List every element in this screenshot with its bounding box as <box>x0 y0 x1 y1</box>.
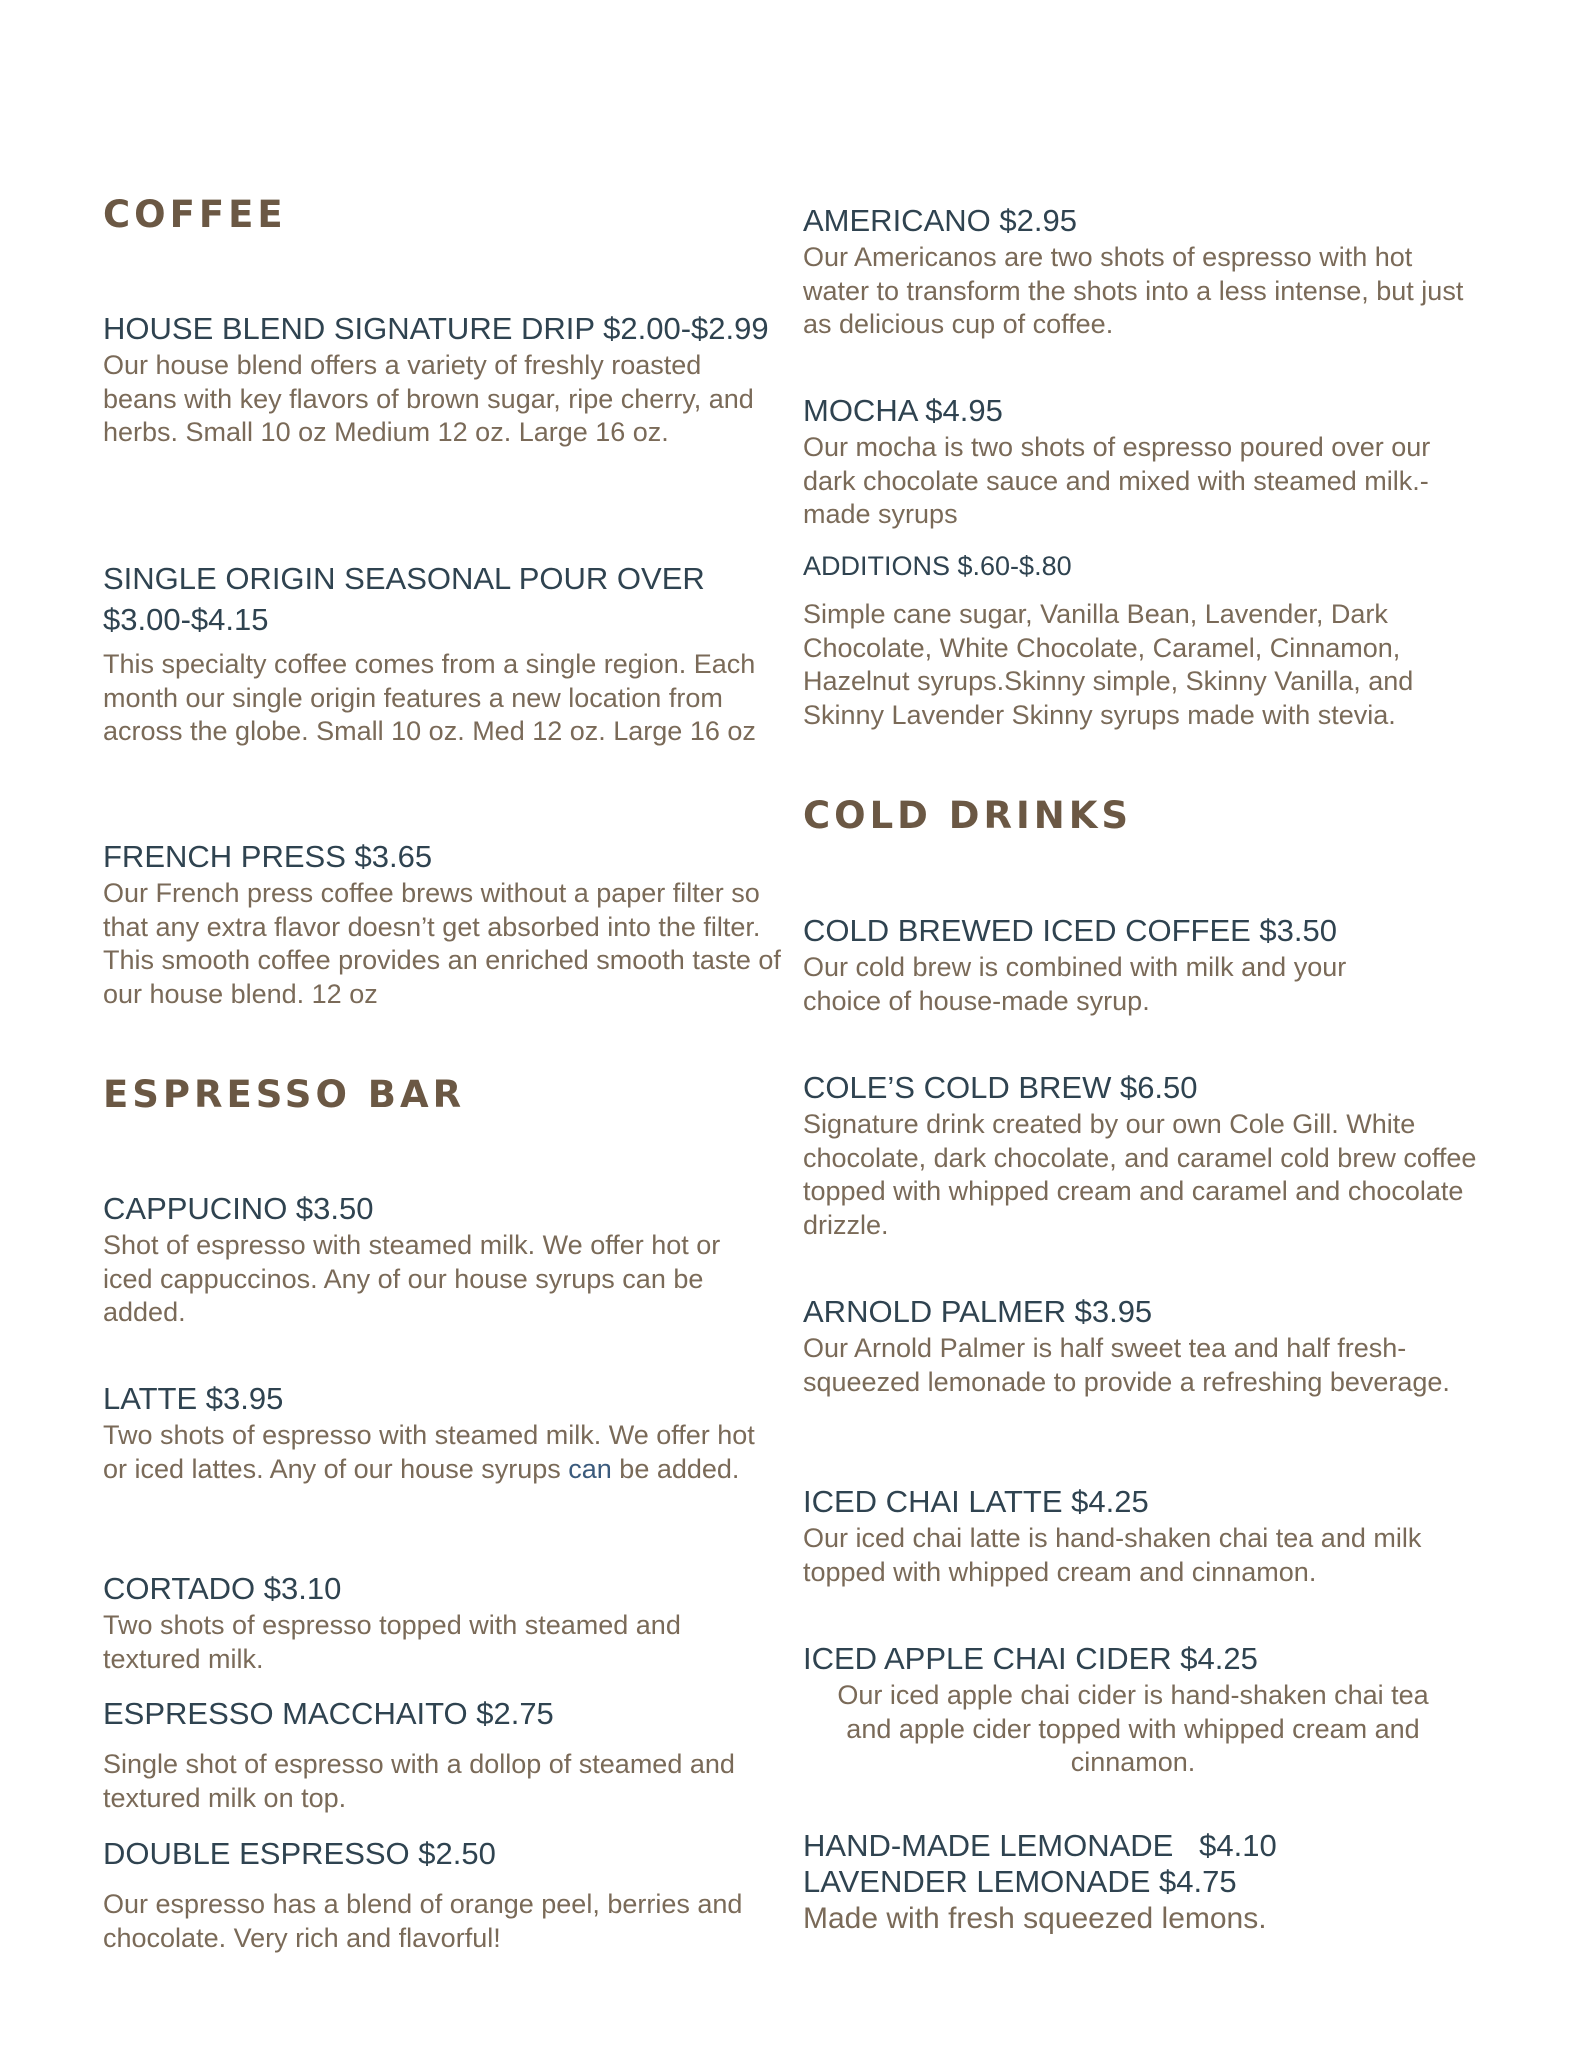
menu-item-cortado <box>103 1568 763 1676</box>
section-title-coffee: COFFEE <box>103 193 287 236</box>
item-description: Made with fresh squeezed lemons. <box>803 1902 1267 1935</box>
menu-item-additions <box>803 548 1483 732</box>
item-title: ESPRESSO MACCHAITO $2.75 <box>103 1696 554 1731</box>
item-title: FRENCH PRESS $3.65 <box>103 839 433 874</box>
menu-item-mocha <box>803 390 1483 532</box>
menu-item-cold-brewed-iced-coffee <box>803 910 1423 1018</box>
menu-item-house-blend <box>103 308 781 450</box>
menu-item-iced-apple-chai-cider <box>803 1638 1463 1780</box>
item-description <box>103 1419 763 1486</box>
item-title: COLE’S COLD BREW $6.50 <box>803 1070 1198 1105</box>
item-description: Shot of espresso with steamed milk. We offer hot or iced cappuccinos. Any of our house syrups can be added. <box>103 1230 721 1327</box>
menu-item-coles-cold-brew <box>803 1067 1483 1242</box>
item-title: MOCHA $4.95 <box>803 393 1003 428</box>
menu-item-arnold-palmer <box>803 1291 1463 1399</box>
menu-item-americano <box>803 200 1473 342</box>
item-description: Single shot of espresso with a dollop of steamed and textured milk on top. <box>103 1749 735 1813</box>
item-title: ARNOLD PALMER $3.95 <box>803 1294 1153 1329</box>
item-description: Our Americanos are two shots of espresso with hot water to transform the shots into a less intense, but just as delicious cup of coffee. <box>803 242 1464 339</box>
item-title: AMERICANO $2.95 <box>803 203 1077 238</box>
item-description: Our espresso has a blend of orange peel, berries and chocolate. Very rich and flavorful! <box>103 1889 743 1953</box>
item-description: Simple cane sugar, Vanilla Bean, Lavender, Dark Chocolate, White Chocolate, Caramel, Cinnamon, Hazelnut syrups.Skinny simple, Skinny Vanilla, and Skinny Lavender Skinny syrups made with stevia. <box>803 599 1414 730</box>
item-title: SINGLE ORIGIN SEASONAL POUR OVER $3.00-$4.15 <box>103 561 705 637</box>
item-title: ICED APPLE CHAI CIDER $4.25 <box>803 1641 1258 1676</box>
item-title: LAVENDER LEMONADE $4.75 <box>803 1864 1237 1899</box>
item-description: Our iced apple chai cider is hand-shaken chai tea and apple cider topped with whipped cream and cinnamon. <box>837 1680 1429 1777</box>
item-description-part: Two shots of espresso with steamed milk. We offer hot or iced lattes. Any of our house syrups <box>103 1420 755 1484</box>
menu-item-double-espresso <box>103 1833 763 1955</box>
item-title: LATTE $3.95 <box>103 1381 284 1416</box>
menu-item-lemonade <box>803 1828 1483 1938</box>
item-description: Our house blend offers a variety of freshly roasted beans with key flavors of brown sugar, ripe cherry, and herbs. Small 10 oz Medium 12 oz. Large 16 oz. <box>103 350 754 447</box>
menu-item-iced-chai-latte <box>803 1481 1483 1589</box>
item-description-part: can <box>568 1453 612 1484</box>
item-description: Our Arnold Palmer is half sweet tea and half fresh-squeezed lemonade to provide a refreshing beverage. <box>803 1333 1450 1397</box>
item-description-part: be added. <box>611 1453 740 1484</box>
menu-item-espresso-macchiato <box>103 1693 783 1815</box>
item-description: Two shots of espresso topped with steamed and textured milk. <box>103 1610 681 1674</box>
item-title: HOUSE BLEND SIGNATURE DRIP $2.00-$2.99 <box>103 311 769 346</box>
item-description: Signature drink created by our own Cole Gill. White chocolate, dark chocolate, and caramel cold brew coffee topped with whipped cream and caramel and chocolate drizzle. <box>803 1109 1477 1240</box>
menu-item-latte <box>103 1378 763 1486</box>
item-description: Our iced chai latte is hand-shaken chai tea and milk topped with whipped cream and cinnamon. <box>803 1523 1422 1587</box>
item-title: COLD BREWED ICED COFFEE $3.50 <box>803 913 1338 948</box>
item-title: HAND-MADE LEMONADE $4.10 <box>803 1828 1277 1863</box>
section-title-cold-drinks: COLD DRINKS <box>803 794 1133 837</box>
section-title-espresso-bar: ESPRESSO BAR <box>103 1073 466 1116</box>
menu-item-single-origin <box>103 558 763 749</box>
item-description: Our cold brew is combined with milk and your choice of house-made syrup. <box>803 952 1347 1016</box>
item-description: Our mocha is two shots of espresso poured over our dark chocolate sauce and mixed with steamed milk.-made syrups <box>803 432 1431 529</box>
item-description: Our French press coffee brews without a paper filter so that any extra flavor doesn’t get absorbed into the filter. This smooth coffee provides an enriched smooth taste of our house blend. 12 oz <box>103 878 781 1009</box>
menu-item-cappucino <box>103 1188 763 1330</box>
item-title: ICED CHAI LATTE $4.25 <box>803 1484 1149 1519</box>
item-title: CORTADO $3.10 <box>103 1571 342 1606</box>
item-description: This specialty coffee comes from a single region. Each month our single origin features a new location from across the globe. Small 10 oz. Med 12 oz. Large 16 oz <box>103 649 756 746</box>
item-title: CAPPUCINO $3.50 <box>103 1191 374 1226</box>
item-title: DOUBLE ESPRESSO $2.50 <box>103 1836 496 1871</box>
menu-item-french-press <box>103 836 783 1011</box>
item-title: ADDITIONS $.60-$.80 <box>803 551 1072 581</box>
